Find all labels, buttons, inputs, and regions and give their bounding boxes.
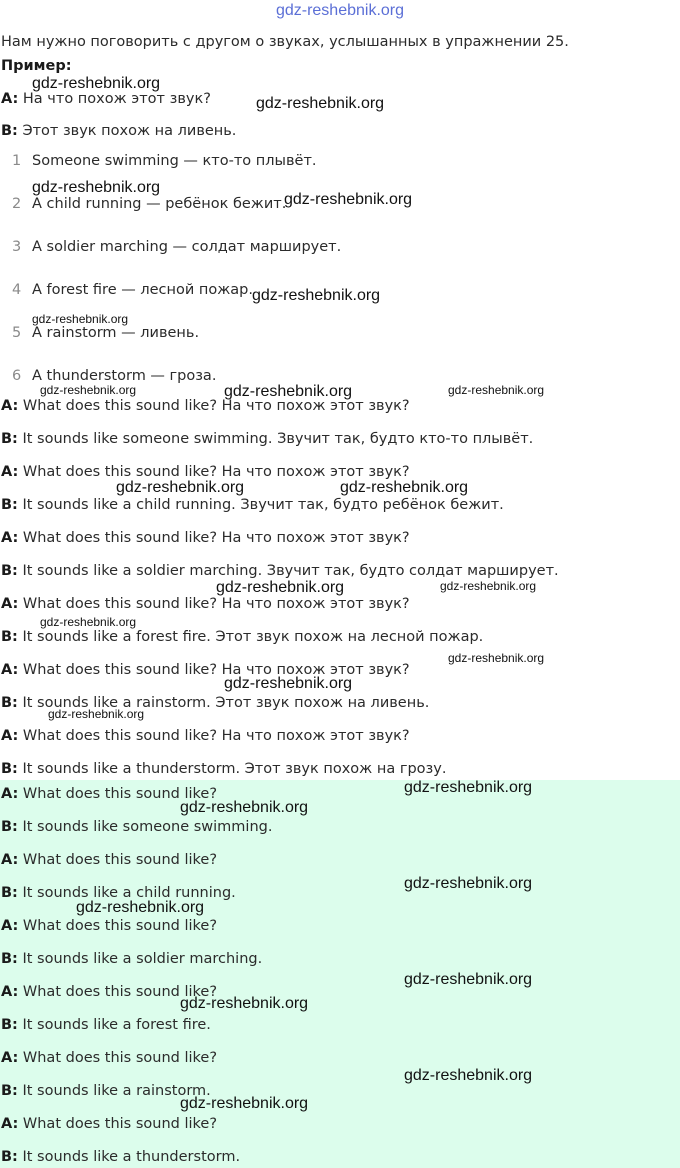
dialogue-text: What does this sound like? На что похож этот звук?: [18, 530, 410, 546]
list-item-number: 5: [12, 325, 22, 341]
speaker-label: A:: [1, 464, 19, 480]
dialogue-line-b: [1, 817, 272, 837]
dialogue-text: What does this sound like?: [18, 1050, 218, 1066]
dialogue-text: It sounds like a child running.: [17, 885, 236, 901]
example-text: На что похож этот звук?: [18, 91, 211, 107]
speaker-label: B:: [1, 1017, 18, 1033]
watermark: gdz-reshebnik.org: [440, 579, 537, 593]
watermark: gdz-reshebnik.org: [40, 615, 137, 629]
dialogue-text: It sounds like someone swimming. Звучит так, будто кто-то плывёт.: [17, 431, 534, 447]
list-item: A thunderstorm — гроза.: [32, 368, 217, 384]
dialogue-line-a: [1, 850, 217, 870]
watermark: gdz-reshebnik.org: [32, 75, 161, 92]
dialogue-line-a: [1, 1114, 217, 1134]
dialogue-line-a: [1, 528, 410, 548]
example-label: Пример:: [1, 58, 72, 74]
example-text: Этот звук похож на ливень.: [17, 123, 237, 139]
watermark: gdz-reshebnik.org: [404, 971, 533, 988]
dialogue-line-a: [1, 916, 217, 936]
dialogue-text: It sounds like a thunderstorm. Этот звук похож на грозу.: [17, 761, 447, 777]
watermark: gdz-reshebnik.org: [340, 479, 469, 496]
dialogue-line-b: [1, 429, 533, 449]
watermark: gdz-reshebnik.org: [116, 479, 245, 496]
dialogue-text: It sounds like a soldier marching.: [17, 951, 263, 967]
speaker-label: A:: [1, 786, 19, 802]
dialogue-text: It sounds like a soldier marching. Звучит так, будто солдат марширует.: [17, 563, 559, 579]
list-item-number: 2: [12, 196, 22, 212]
speaker-label: A:: [1, 852, 19, 868]
list-item: A child running — ребёнок бежит.: [32, 196, 287, 212]
dialogue-text: It sounds like a child running. Звучит так, будто ребёнок бежит.: [17, 497, 504, 513]
speaker-label: A:: [1, 398, 19, 414]
dialogue-text: What does this sound like? На что похож этот звук?: [18, 662, 410, 678]
dialogue-text: What does this sound like?: [18, 786, 218, 802]
speaker-label: A:: [1, 984, 19, 1000]
speaker-label: B:: [1, 1149, 18, 1165]
speaker-label: B:: [1, 431, 18, 447]
dialogue-line-a: [1, 594, 410, 614]
list-item-number: 1: [12, 153, 22, 169]
speaker-label: B:: [1, 123, 18, 139]
watermark: gdz-reshebnik.org: [224, 383, 353, 400]
speaker-label: B:: [1, 695, 18, 711]
dialogue-line-b: [1, 561, 559, 581]
dialogue-text: It sounds like a forest fire.: [17, 1017, 211, 1033]
watermark: gdz-reshebnik.org: [32, 179, 161, 196]
speaker-label: B:: [1, 761, 18, 777]
dialogue-line-b: [1, 1147, 240, 1167]
watermark: gdz-reshebnik.org: [216, 579, 345, 596]
speaker-label: A:: [1, 728, 19, 744]
dialogue-line-b: [1, 949, 262, 969]
dialogue-text: It sounds like a rainstorm.: [17, 1083, 211, 1099]
watermark: gdz-reshebnik.org: [448, 651, 545, 665]
answer-block: [0, 780, 680, 1168]
watermark: gdz-reshebnik.org: [180, 1095, 309, 1112]
watermark: gdz-reshebnik.org: [404, 779, 533, 796]
speaker-label: B:: [1, 951, 18, 967]
watermark: gdz-reshebnik.org: [256, 95, 385, 112]
dialogue-text: What does this sound like?: [18, 918, 218, 934]
speaker-label: A:: [1, 91, 19, 107]
watermark: gdz-reshebnik.org: [40, 383, 137, 397]
dialogue-text: It sounds like a forest fire. Этот звук похож на лесной пожар.: [17, 629, 484, 645]
speaker-label: B:: [1, 497, 18, 513]
watermark: gdz-reshebnik.org: [32, 312, 129, 326]
watermark: gdz-reshebnik.org: [404, 1067, 533, 1084]
dialogue-text: What does this sound like?: [18, 1116, 218, 1132]
site-header-link[interactable]: gdz-reshebnik.org: [275, 2, 405, 19]
dialogue-line-a: [1, 726, 410, 746]
speaker-label: B:: [1, 563, 18, 579]
speaker-label: B:: [1, 819, 18, 835]
dialogue-text: It sounds like a thunderstorm.: [17, 1149, 241, 1165]
speaker-label: B:: [1, 885, 18, 901]
watermark: gdz-reshebnik.org: [48, 707, 145, 721]
watermark: gdz-reshebnik.org: [404, 875, 533, 892]
watermark: gdz-reshebnik.org: [224, 675, 353, 692]
watermark: gdz-reshebnik.org: [76, 899, 205, 916]
speaker-label: A:: [1, 596, 19, 612]
dialogue-text: It sounds like someone swimming.: [17, 819, 273, 835]
dialogue-line-b: [1, 495, 504, 515]
watermark: gdz-reshebnik.org: [180, 995, 309, 1012]
speaker-label: A:: [1, 1116, 19, 1132]
watermark: gdz-reshebnik.org: [284, 191, 413, 208]
speaker-label: A:: [1, 918, 19, 934]
list-item: A forest fire — лесной пожар.: [32, 282, 253, 298]
speaker-label: B:: [1, 629, 18, 645]
list-item: Someone swimming — кто-то плывёт.: [32, 153, 317, 169]
list-item-number: 3: [12, 239, 22, 255]
speaker-label: B:: [1, 1083, 18, 1099]
dialogue-text: What does this sound like? На что похож этот звук?: [18, 728, 410, 744]
list-item-number: 6: [12, 368, 22, 384]
watermark: gdz-reshebnik.org: [448, 383, 545, 397]
watermark: gdz-reshebnik.org: [252, 287, 381, 304]
dialogue-line-b: [1, 627, 483, 647]
dialogue-text: It sounds like a rainstorm. Этот звук похож на ливень.: [17, 695, 430, 711]
dialogue-text: What does this sound like? На что похож этот звук?: [18, 596, 410, 612]
dialogue-line-b: [1, 1015, 211, 1035]
dialogue-text: What does this sound like?: [18, 984, 218, 1000]
list-item: A soldier marching — солдат марширует.: [32, 239, 342, 255]
dialogue-text: What does this sound like? На что похож этот звук?: [18, 464, 410, 480]
watermark: gdz-reshebnik.org: [180, 799, 309, 816]
list-item: A rainstorm — ливень.: [32, 325, 200, 341]
dialogue-text: What does this sound like? На что похож этот звук?: [18, 398, 410, 414]
dialogue-line-b: [1, 759, 446, 779]
list-item-number: 4: [12, 282, 22, 298]
speaker-label: A:: [1, 530, 19, 546]
speaker-label: A:: [1, 662, 19, 678]
dialogue-line-a: [1, 1048, 217, 1068]
example-line-b: [1, 121, 236, 141]
task-intro: Нам нужно поговорить с другом о звуках, услышанных в упражнении 25.: [1, 34, 569, 50]
dialogue-text: What does this sound like?: [18, 852, 218, 868]
speaker-label: A:: [1, 1050, 19, 1066]
